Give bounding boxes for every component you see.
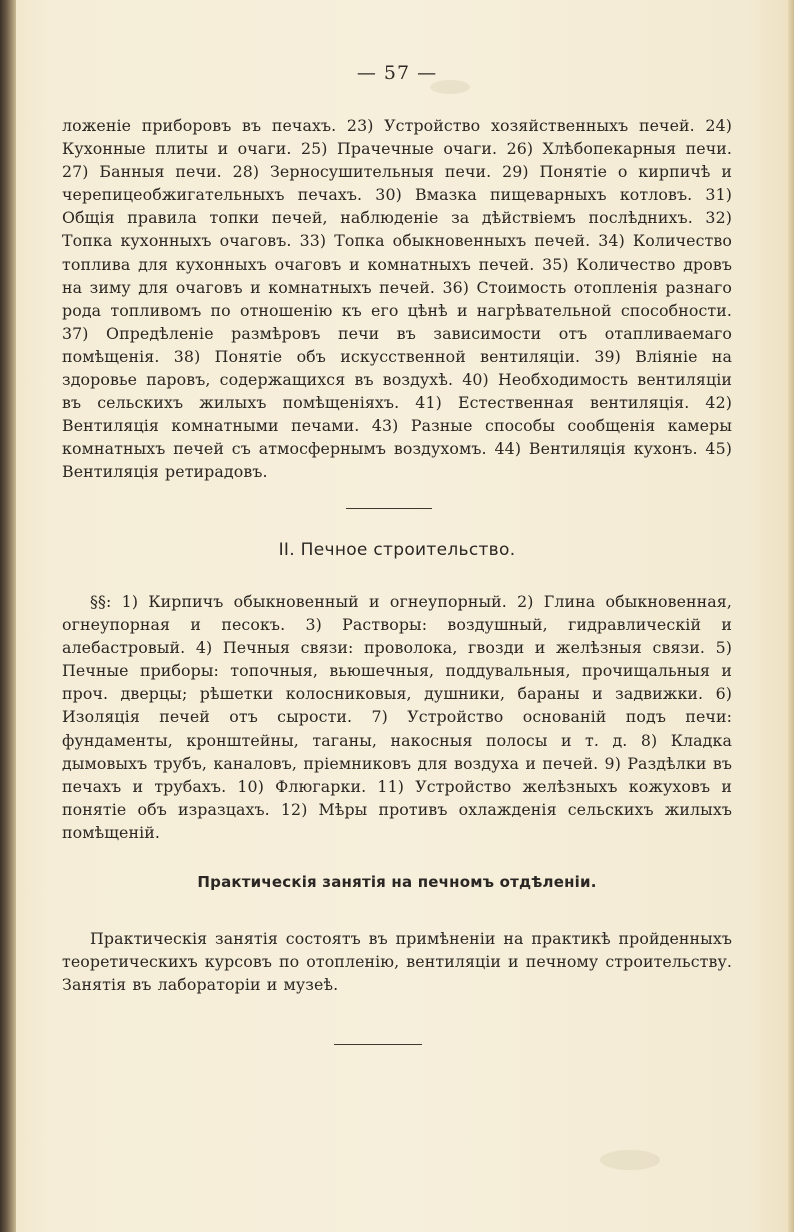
end-divider	[334, 1044, 422, 1045]
page-outer-edge	[788, 0, 794, 1232]
practical-paragraph: Практическія занятія состоятъ въ примѣненіи на практикѣ пройденныхъ теоретическихъ курсовъ по отопленію, вентиляціи и печному строительству. Занятія въ лабораторіи и музеѣ.	[62, 929, 732, 995]
practical-heading: Практическія занятія на печномъ отдѣленіи.	[197, 873, 597, 891]
section-divider	[346, 508, 432, 509]
section-paragraph: §§: 1) Кирпичъ обыкновенный и огнеупорный. 2) Глина обыкновенная, огнеупорная и песокъ. 3) Растворы: воздушный, гидравлическій и алебастровый. 4) Печныя связи: проволока, гвозди и желѣзныя связи. 5) Печные приборы: топочныя, вьюшечныя, поддувальныя, прочищальныя и проч. дверцы; рѣшетки колосниковыя, душники, бараны и задвижки. 6) Изоляція печей отъ сырости. 7) Устройство основаній подъ печи: фундаменты, кронштейны, таганы, накосныя полосы и т. д. 8) Кладка дымовыхъ трубъ, каналовъ, пріемниковъ для воздуха и печей. 9) Раздѣлки въ печахъ и трубахъ. 10) Флюгарки. 11) Устройство желѣзныхъ кожуховъ и понятіе объ изразцахъ. 12) Мѣры противъ охлажденія сельскихъ жилыхъ помѣщеній.	[62, 592, 732, 842]
page-binding-edge	[0, 0, 16, 1232]
section-heading: II. Печное строительство.	[278, 540, 516, 560]
paper-stain	[600, 1150, 660, 1170]
topics-paragraph: ложеніе приборовъ въ печахъ. 23) Устройство хозяйственныхъ печей. 24) Кухонные плиты и очаги. 25) Прачечные очаги. 26) Хлѣбопекарныя печи. 27) Банныя печи. 28) Зерносушительныя печи. 29) Понятіе о кирпичѣ и черепицеобжигательныхъ печахъ. 30) Вмазка пищеварныхъ котловъ. 31) Общія правила топки печей, наблюденіе за дѣйствіемъ послѣднихъ. 32) Топка кухонныхъ очаговъ. 33) Топка обыкновенныхъ печей. 34) Количество топлива для кухонныхъ очаговъ и комнатныхъ печей. 35) Количество дровъ на зиму для очаговъ и комнатныхъ печей. 36) Стоимость отопленія разнаго рода топливомъ по отношенію къ его цѣнѣ и нагрѣвательной способности. 37) Опредѣленіе размѣровъ печи въ зависимости отъ отапливаемаго помѣщенія. 38) Понятіе объ искусственной вентиляціи. 39) Вліяніе на здоровье паровъ, содержащихся въ воздухѣ. 40) Необходимость вентиляціи въ сельскихъ жилыхъ помѣщеніяхъ. 41) Естественная вентиляція. 42) Вентиляція комнатными печами. 43) Разные способы сообщенія камеры комнатныхъ печей съ атмосфернымъ воздухомъ. 44) Вентиляція кухонъ. 45) Вентиляція ретирадовъ.	[62, 116, 732, 482]
page-number: — 57 —	[356, 62, 438, 84]
